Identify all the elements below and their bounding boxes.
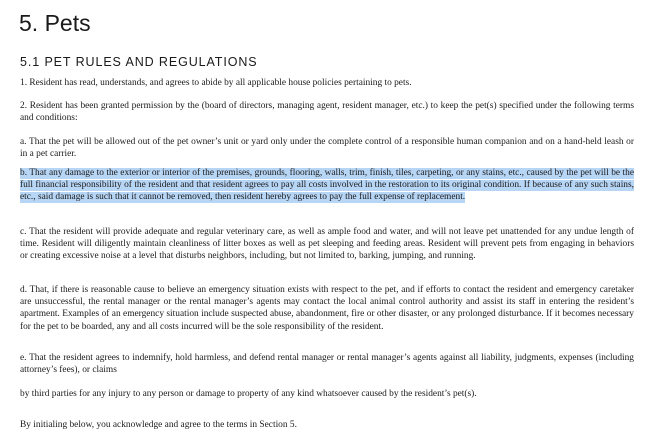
paragraph-2: 2. Resident has been granted permission by the (board of directors, managing agent, resident manager, etc.) to keep the pet(s) specified under the following terms and conditions: <box>20 101 634 124</box>
text-selection-highlight[interactable]: b. That any damage to the exterior or interior of the premises, grounds, flooring, walls, trim, finish, tiles, carpeting, or any stains, etc., caused by the pet will be the full financial responsibility of the resident and that resident agrees to pay all costs involved in the restoration to its original condition. If because of any such stains, etc., said damage is such that it cannot be removed, then resident hereby agrees to pay the full expense of replacement. <box>20 168 634 203</box>
clause-d: d. That, if there is reasonable cause to believe an emergency situation exists with respect to the pet, and if efforts to contact the resident and emergency caretaker are unsuccessful, the rental manager or the rental manager’s agents may contact the local animal control authority and assist its staff in entering the resident’s apartment. Examples of an emergency situation include suspected abuse, abandonment, fire or other disaster, or any prolonged disturbance. If it becomes necessary for the pet to be boarded, any and all costs incurred will be the sole responsibility of the resident. <box>20 285 634 332</box>
closing-statement: By initialing below, you acknowledge and agree to the terms in Section 5. <box>20 420 297 430</box>
clause-e-continuation: by third parties for any injury to any person or damage to property of any kind whatsoever caused by the resident’s pet(s). <box>20 389 477 399</box>
clause-a: a. That the pet will be allowed out of the pet owner’s unit or yard only under the complete control of a responsible human companion and on a hand-held leash or in a pet carrier. <box>20 137 634 160</box>
clause-e: e. That the resident agrees to indemnify, hold harmless, and defend rental manager or rental manager’s agents against all liability, judgments, expenses (including attorney’s fees), or claims <box>20 353 634 376</box>
clause-b-selected[interactable] <box>20 167 634 204</box>
clause-c: c. That the resident will provide adequate and regular veterinary care, as well as ample food and water, and will not leave pet unattended for any undue length of time. Resident will diligently maintain cleanliness of litter boxes as well as pet sleeping and feeding areas. Resident will prevent pets from engaging in behaviors or creating excessive noise at a level that disturbs neighbors, including, but not limited to, barking, jumping, and running. <box>20 227 634 262</box>
paragraph-1: 1. Resident has read, understands, and agrees to abide by all applicable house policies pertaining to pets. <box>20 78 412 88</box>
subsection-title: 5.1 PET RULES AND REGULATIONS <box>20 55 258 69</box>
section-title: 5. Pets <box>19 10 91 36</box>
